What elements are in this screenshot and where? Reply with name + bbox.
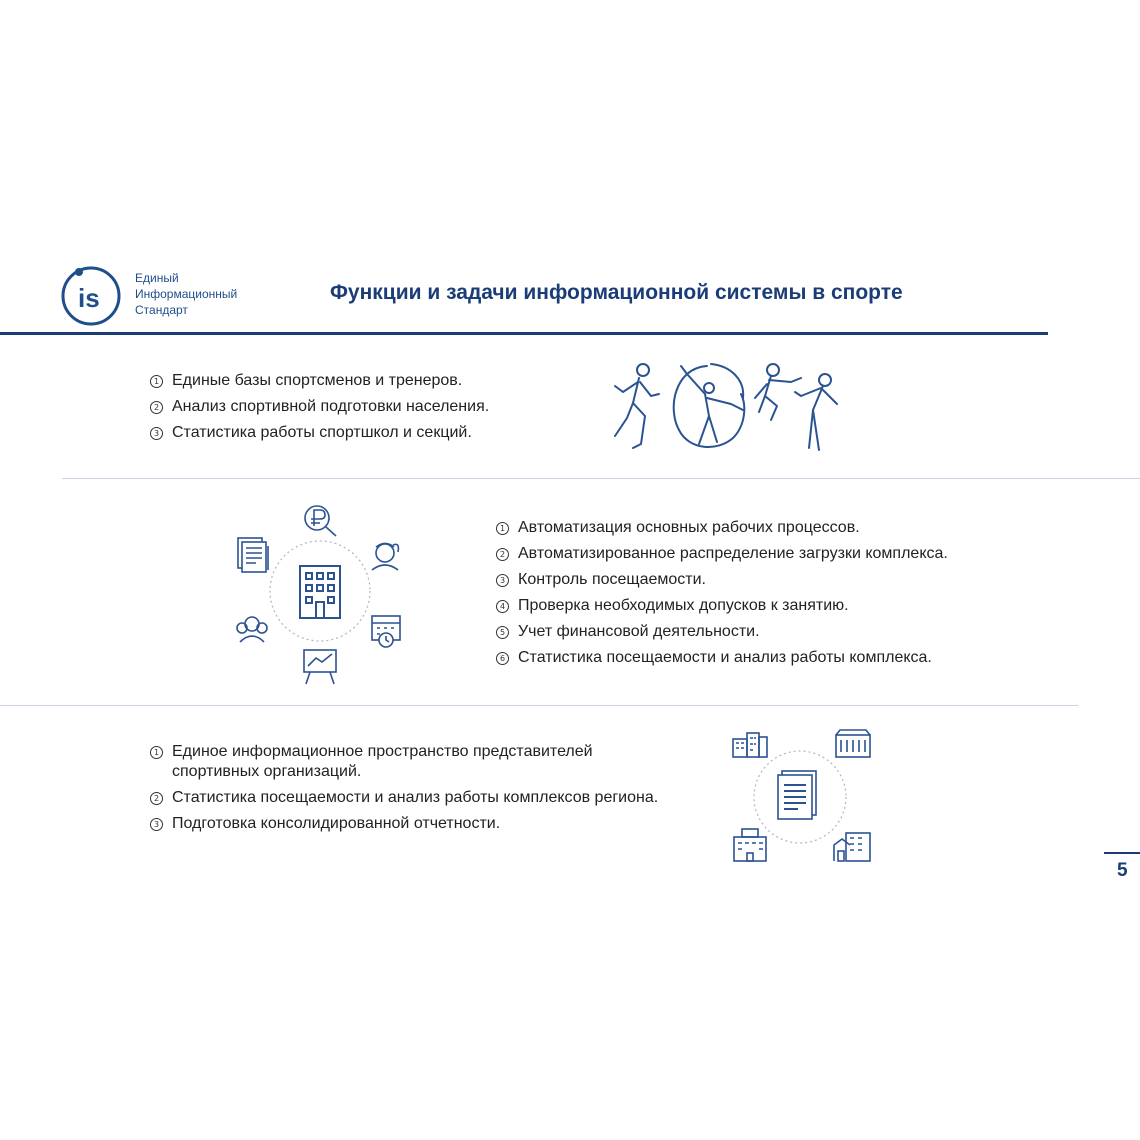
office-building-icon: [836, 730, 870, 757]
item-text: Анализ спортивной подготовки населения.: [172, 398, 490, 415]
item-number: 3: [150, 818, 163, 831]
item-number: 1: [150, 375, 163, 388]
houses-icon: [834, 833, 870, 861]
item-text: Контроль посещаемости.: [518, 571, 706, 588]
karate-kick-icon: [674, 364, 745, 447]
item-text: Учет финансовой деятельности.: [518, 623, 760, 640]
complex-icons-cluster: [230, 498, 410, 688]
list-item: [496, 622, 948, 642]
users-group-icon: [237, 617, 267, 642]
item-text: Единые базы спортсменов и тренеров.: [172, 372, 463, 389]
section-divider: [0, 705, 1078, 706]
athlete-face-icon: [372, 544, 398, 571]
item-number: 2: [150, 401, 163, 414]
item-text: Статистика посещаемости и анализ работы комплекса.: [518, 649, 932, 666]
item-text: Проверка необходимых допусков к занятию.: [518, 597, 849, 614]
section-divider: [62, 478, 1140, 479]
list-item: [150, 742, 660, 782]
documents-icon: [238, 538, 268, 572]
sparring-fighters-icon: [755, 364, 837, 450]
building-icon: [300, 566, 340, 618]
school-building-icon: [734, 829, 766, 861]
item-text: Единое информационное пространство представителей спортивных организаций.: [172, 743, 593, 780]
list-item: [150, 397, 489, 417]
logo-mark-icon: [60, 265, 122, 327]
page-number: 5: [1117, 860, 1128, 881]
logo-line: Единый: [135, 271, 179, 285]
section1-list: [150, 371, 489, 443]
regional-icons-cluster: [728, 725, 878, 870]
list-item: [150, 814, 660, 834]
header-divider: [0, 332, 1048, 335]
section3-list: [150, 742, 660, 834]
runner-icon: [615, 364, 659, 448]
list-item: [496, 570, 948, 590]
report-document-icon: [778, 771, 816, 819]
item-number: 1: [496, 522, 509, 535]
city-block-icon: [733, 733, 767, 757]
item-text: Статистика посещаемости и анализ работы комплексов региона.: [172, 789, 659, 806]
logo-line: Стандарт: [135, 303, 188, 317]
section2-list: [496, 518, 948, 668]
item-text: Статистика работы спортшкол и секций.: [172, 424, 472, 441]
list-item: [150, 788, 660, 808]
calendar-clock-icon: [372, 616, 400, 647]
item-number: 5: [496, 626, 509, 639]
item-text: Подготовка консолидированной отчетности.: [172, 815, 501, 832]
growth-chart-icon: [304, 650, 336, 684]
list-item: [496, 596, 948, 616]
list-item: [496, 544, 948, 564]
item-number: 2: [496, 548, 509, 561]
ruble-search-icon: [305, 506, 336, 536]
list-item: [150, 423, 489, 443]
page-title: Функции и задачи информационной системы в спорте: [330, 281, 903, 304]
list-item: [150, 371, 489, 391]
item-number: 3: [150, 427, 163, 440]
item-text: Автоматизация основных рабочих процессов.: [518, 519, 860, 536]
list-item: [496, 518, 948, 538]
item-number: 4: [496, 600, 509, 613]
item-number: 1: [150, 746, 163, 759]
logo-text: [135, 270, 237, 318]
item-number: 6: [496, 652, 509, 665]
logo-line: Информационный: [135, 287, 238, 301]
logo-mark-text: is: [78, 283, 100, 313]
item-number: 2: [150, 792, 163, 805]
list-item: [496, 648, 948, 668]
item-text: Автоматизированное распределение загрузки комплекса.: [518, 545, 948, 562]
athletes-illustration: [605, 358, 845, 454]
item-number: 3: [496, 574, 509, 587]
page-number-rule: [1104, 852, 1140, 854]
